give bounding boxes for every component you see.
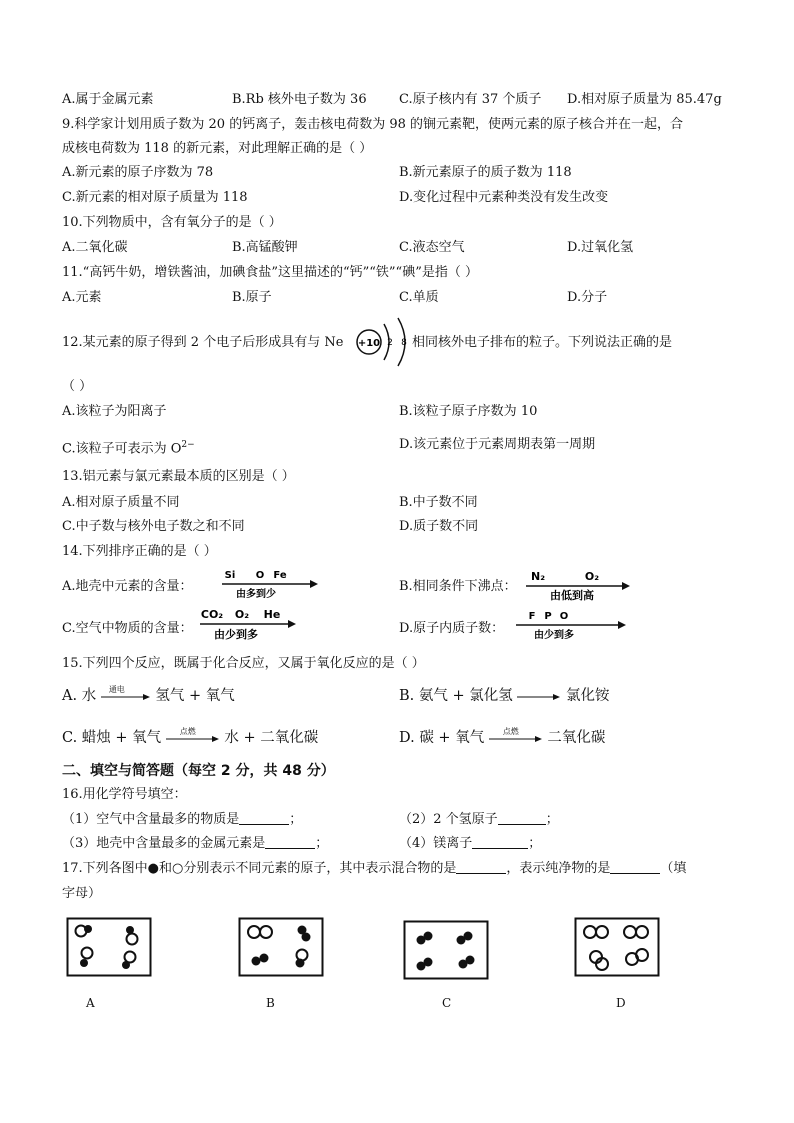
q14-c-label-o2: O₂ — [234, 608, 250, 621]
q12-stem-before: 12.某元素的原子得到 2 个电子后形成具有与 Ne — [62, 335, 344, 350]
q12-option-b: B.该粒子原子序数为 10 — [399, 404, 538, 419]
q14-d-order-arrow — [510, 606, 630, 644]
q17-figure-a-label: A — [86, 996, 95, 1010]
q17-figure-b-label: B — [266, 996, 275, 1010]
q16-item-4-blank[interactable] — [472, 835, 528, 849]
q16-item-4-text: （4）镁离子 — [399, 836, 473, 851]
q12-option-d: D.该元素位于元素周期表第一周期 — [399, 437, 596, 452]
q14-c-arrow-label: 由少到多 — [214, 628, 258, 641]
ne-nucleus-label: +10 — [357, 338, 381, 349]
q15-c-arrow — [166, 727, 220, 745]
q8-option-d: D.相对原子质量为 85.47g — [567, 92, 722, 107]
q15-option-d — [399, 729, 605, 747]
q13-stem: 13.铝元素与氯元素最本质的区别是（ ） — [62, 469, 295, 484]
q9-option-c: C.新元素的相对原子质量为 118 — [62, 190, 248, 205]
q12-option-c — [62, 436, 195, 458]
q16-item-4-semicolon: ； — [528, 836, 542, 851]
q16-item-1-blank[interactable] — [239, 811, 289, 825]
q15-b-product: 氯化铵 — [565, 688, 610, 704]
q17-figure-b — [238, 917, 324, 977]
q14-d-label-o: O — [559, 611, 569, 622]
q12-stem-after: 相同核外电子排布的粒子。下列说法正确的是 — [412, 335, 673, 350]
q11-stem: 11.“高钙牛奶，增铁酱油，加碘食盐”这里描述的“钙”“铁”“碘”是指（ ） — [62, 265, 478, 280]
q16-item-3-blank[interactable] — [265, 835, 315, 849]
q14-option-d: D.原子内质子数： — [399, 621, 505, 636]
ne-shell1-label: 2 — [387, 338, 393, 348]
q14-b-label-o2: O₂ — [584, 570, 600, 583]
q15-c-condition: 点燃 — [179, 727, 196, 736]
q16-item-1-text: （1）空气中含量最多的物质是 — [62, 812, 240, 827]
q14-b-order-arrow — [520, 566, 636, 606]
q17-figure-a — [66, 917, 152, 977]
q8-option-c: C.原子核内有 37 个质子 — [399, 92, 542, 107]
q14-option-a: A.地壳中元素的含量： — [62, 579, 193, 594]
q14-a-label-si: Si — [224, 570, 236, 581]
q9-option-d: D.变化过程中元素种类没有发生改变 — [399, 190, 609, 205]
q16-item-2 — [399, 811, 559, 829]
q16-item-3-semicolon: ； — [315, 836, 329, 851]
q10-option-b: B.高锰酸钾 — [232, 240, 298, 255]
q13-option-a: A.相对原子质量不同 — [62, 495, 180, 510]
q11-option-b: B.原子 — [232, 290, 272, 305]
q15-a-condition: 通电 — [108, 685, 125, 694]
q9-stem-line2: 成核电荷数为 118 的新元素，对此理解正确的是（ ） — [62, 141, 373, 156]
q17-stem-part3: （填 — [660, 861, 687, 876]
q16-item-3-text: （3）地壳中含量最多的金属元素是 — [62, 836, 266, 851]
q11-option-a: A.元素 — [62, 290, 102, 305]
q17-figure-c — [403, 920, 489, 980]
q14-d-label-f: F — [528, 611, 536, 622]
q17-stem-part2: ，表示纯净物的是 — [506, 861, 611, 876]
q16-stem: 16.用化学符号填空： — [62, 787, 187, 802]
q17-stem-line1 — [62, 860, 686, 878]
q9-option-a: A.新元素的原子序数为 78 — [62, 165, 214, 180]
q15-d-condition: 点燃 — [502, 727, 519, 736]
q14-d-arrow-label: 由少到多 — [534, 630, 574, 641]
q15-b-arrow — [517, 689, 561, 703]
q17-stem-line2: 字母） — [62, 886, 102, 901]
q16-item-4 — [399, 835, 541, 853]
q15-option-a — [62, 687, 235, 705]
q16-item-2-text: （2）2 个氢原子 — [399, 812, 498, 827]
q14-a-arrow-label: 由多到少 — [236, 589, 276, 600]
q8-option-a: A.属于金属元素 — [62, 92, 154, 107]
q14-d-label-p: P — [544, 611, 552, 622]
q14-c-order-arrow — [196, 604, 300, 644]
q15-c-products: 水 + 二氧化碳 — [224, 730, 319, 746]
q14-a-label-fe: Fe — [273, 570, 287, 581]
q16-item-2-semicolon: ； — [545, 812, 559, 827]
q14-a-order-arrow — [196, 566, 324, 606]
q12-option-c-charge: 2− — [181, 440, 195, 450]
q17-mixture-blank[interactable] — [456, 860, 506, 874]
q15-a-reactant: A. 水 — [62, 688, 97, 704]
q17-figure-d — [574, 917, 660, 977]
q15-a-arrow — [101, 685, 151, 703]
q15-b-reactants: B. 氨气 + 氯化氢 — [399, 688, 513, 704]
ne-shell2-label: 8 — [401, 338, 407, 348]
q15-option-c — [62, 729, 318, 747]
q14-stem: 14.下列排序正确的是（ ） — [62, 544, 217, 559]
ne-atom-structure-diagram — [354, 314, 414, 370]
q15-c-reactants: C. 蜡烛 + 氧气 — [62, 730, 162, 746]
q13-option-c: C.中子数与核外电子数之和不同 — [62, 519, 245, 534]
q13-option-b: B.中子数不同 — [399, 495, 478, 510]
q15-d-arrow — [489, 727, 543, 745]
q12-bracket: （ ） — [62, 379, 93, 394]
q16-item-1-semicolon: ； — [289, 812, 303, 827]
section-2-title: 二、填空与简答题（每空 2 分，共 48 分） — [62, 763, 335, 779]
q15-a-products: 氢气 + 氧气 — [155, 688, 235, 704]
q15-d-product: 二氧化碳 — [547, 730, 606, 746]
q14-c-label-co2: CO₂ — [200, 608, 224, 621]
q10-stem: 10.下列物质中，含有氧分子的是（ ） — [62, 215, 282, 230]
q17-stem-part1: 17.下列各图中●和○分别表示不同元素的原子，其中表示混合物的是 — [62, 861, 457, 876]
q17-figure-d-label: D — [616, 996, 626, 1010]
q11-option-d: D.分子 — [567, 290, 608, 305]
q16-item-2-blank[interactable] — [498, 811, 546, 825]
q11-option-c: C.单质 — [399, 290, 439, 305]
q14-a-label-o: O — [255, 570, 265, 581]
q14-option-b: B.相同条件下沸点： — [399, 579, 517, 594]
q12-option-a: A.该粒子为阳离子 — [62, 404, 167, 419]
q14-c-label-he: He — [263, 608, 281, 621]
q16-item-1 — [62, 811, 302, 829]
q8-option-b: B.Rb 核外电子数为 36 — [232, 92, 367, 107]
q12-option-c-text: C.该粒子可表示为 O — [62, 441, 182, 457]
q9-stem-line1: 9.科学家计划用质子数为 20 的钙离子，轰击核电荷数为 98 的锎元素靶，使两元素的原子核合并在一起，合 — [62, 117, 684, 132]
q17-figure-c-label: C — [442, 996, 452, 1010]
q15-option-b — [399, 687, 609, 705]
q15-d-reactants: D. 碳 + 氧气 — [399, 730, 485, 746]
q16-item-3 — [62, 835, 328, 853]
q14-b-label-n2: N₂ — [530, 570, 546, 583]
q10-option-c: C.液态空气 — [399, 240, 465, 255]
q13-option-d: D.质子数不同 — [399, 519, 479, 534]
q17-pure-blank[interactable] — [610, 860, 660, 874]
q10-option-d: D.过氧化氢 — [567, 240, 634, 255]
q14-option-c: C.空气中物质的含量： — [62, 621, 193, 636]
q15-stem: 15.下列四个反应，既属于化合反应，又属于氧化反应的是（ ） — [62, 656, 425, 671]
q10-option-a: A.二氧化碳 — [62, 240, 128, 255]
q14-b-arrow-label: 由低到高 — [550, 589, 594, 602]
q9-option-b: B.新元素原子的质子数为 118 — [399, 165, 572, 180]
